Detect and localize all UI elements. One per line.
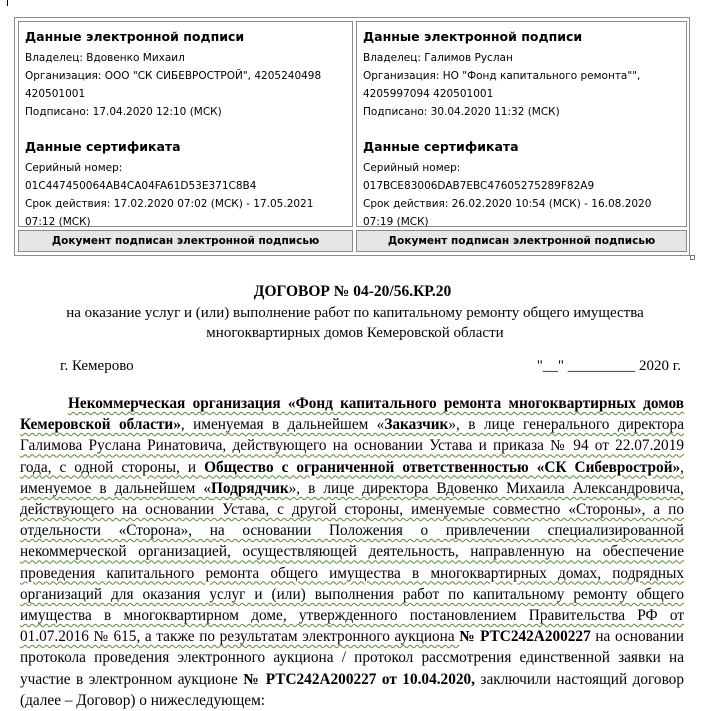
certificate-validity: Срок действия: 17.02.2020 07:02 (МСК) - 17.05.2021 [25, 198, 314, 210]
auction-protocol-ref: № РТС242А200227 от 10.04.2020, [243, 670, 475, 688]
signature-organization-ids: 4205997094 420501001 [363, 88, 494, 100]
signature-owner: Владелец: Галимов Руслан [363, 52, 513, 64]
customer-full-name: Некоммерческая организация «Фонд капитального ремонта многоквартирных домов Кемеровской области» [20, 395, 684, 434]
signature-organization: Организация: ООО "СК СИБЕВРОСТРОЙ", 4205240498 [25, 70, 322, 82]
signature-organization-ids: 420501001 [25, 88, 86, 100]
preamble-text: на основании протокола проведения электронного аукциона / протокол рассмотрения единственной заявки на участие в электронном аукционе [20, 628, 684, 688]
contract-subtitle-line: на оказание услуг и (или) выполнение работ по капитальному ремонту общего имущества [66, 305, 644, 321]
contract-title: ДОГОВОР № 04-20/56.КР.20 [253, 283, 452, 300]
customer-role: Заказчик [384, 416, 449, 434]
certificate-section-title: Данные сертификата [25, 139, 181, 154]
contract-date: "__" _________ 2020 г. [536, 358, 681, 374]
preamble-text: заключили настоящий договор (далее – Договор) о нижеследующем: [20, 670, 684, 709]
certificate-serial-label: Серийный номер: [25, 162, 123, 174]
preamble-text: , именуемая в дальнейшем « [180, 416, 385, 434]
signature-section-title: Данные электронной подписи [25, 29, 245, 44]
certificate-serial: 017BCE83006DAB7EBC47605275289F82A9 [363, 180, 595, 192]
signature-cell-contractor [18, 21, 353, 227]
preamble-text: », в лице генерального директора Галимова Руслана Ринатовича, действующего на основании Устава и приказа № 94 от 22.07.2019 года, с одной стороны, и [20, 416, 684, 476]
contractor-full-name: Общество с ограниченной ответственностью «СК Сибеврострой» [204, 458, 681, 476]
certificate-validity: Срок действия: 26.02.2020 10:54 (МСК) - 16.08.2020 [363, 198, 652, 210]
signature-signed-date: Подписано: 30.04.2020 11:32 (МСК) [363, 106, 560, 118]
certificate-serial-label: Серийный номер: [363, 162, 461, 174]
certificate-section-title: Данные сертификата [363, 139, 519, 154]
signature-cell-customer [356, 21, 687, 227]
certificate-validity-end: 07:19 (МСК) [363, 216, 429, 228]
signature-stamp-table [14, 17, 690, 256]
contract-preamble [20, 393, 684, 711]
text-cursor [7, 0, 8, 6]
signature-section-title: Данные электронной подписи [363, 29, 583, 44]
contract-subtitle [30, 303, 680, 343]
preamble-text: », в лице директора Вдовенко Михаила Александровича, действующего на основании Устава, с другой стороны, именуемые совместно «Стороны», а по отдельности «Сторона», на основании Положения о привлечении специализированной некоммерческой организацией, осуществляющей деятельность, направленную на обеспечение проведения капитального ремонта общего имущества в многоквартирных домах, подрядных организаций для оказания услуг и (или) выполнения работ по капитальному ремонту общего имущества в многоквартирном доме, утвержденного постановлением Правительства РФ от 01.07.2016 № 615, а также по результатам электронного аукциона [20, 479, 684, 646]
contractor-role: Подрядчик [211, 479, 289, 497]
certificate-validity-end: 07:12 (МСК) [25, 216, 91, 228]
signed-footer-contractor: Документ подписан электронной подписью [18, 230, 353, 252]
signature-owner: Владелец: Вдовенко Михаил [25, 52, 185, 64]
signature-organization: Организация: НО "Фонд капитального ремонта"", [363, 70, 641, 82]
contract-city: г. Кемерово [60, 358, 134, 374]
signature-signed-date: Подписано: 17.04.2020 12:10 (МСК) [25, 106, 222, 118]
auction-number: № РТС242А200227 [459, 628, 591, 646]
table-resize-handle[interactable] [690, 255, 695, 260]
preamble-text: , именуемое в дальнейшем « [20, 458, 684, 497]
certificate-serial: 01C447450064AB4CA04FA61D53E371C8B4 [25, 180, 257, 192]
signed-footer-customer: Документ подписан электронной подписью [356, 230, 687, 252]
contract-subtitle-line: многоквартирных домов Кемеровской области [206, 325, 504, 341]
